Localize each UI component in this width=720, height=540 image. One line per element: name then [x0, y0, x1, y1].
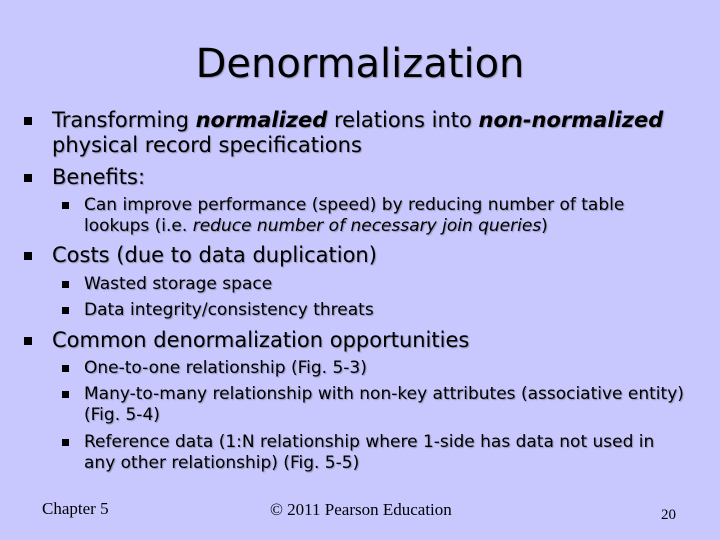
bullet-square-icon: [62, 391, 69, 398]
bullet-square-icon: [24, 117, 32, 125]
footer-chapter: Chapter 5: [42, 499, 109, 518]
bullet-transforming: [52, 108, 682, 158]
bullet-square-icon: [62, 202, 69, 209]
sub-bullet-text: Reference data (1:N relationship where 1-side has data not used in any other relationship) (Fig. 5-5): [84, 432, 655, 473]
emphasis-join-queries: reduce number of necessary join queries: [192, 216, 542, 236]
sub-bullet-performance: [84, 195, 684, 237]
emphasis-normalized: normalized: [195, 108, 328, 132]
sub-bullet-one-to-one: [84, 358, 684, 379]
page-number: 20: [661, 507, 676, 523]
sub-bullet-reference-data: [84, 432, 684, 474]
footer-copyright: © 2011 Pearson Education: [270, 500, 452, 519]
bullet-text: physical record specifications: [52, 133, 362, 157]
sub-bullet-text: One-to-one relationship (Fig. 5-3): [84, 358, 367, 378]
sub-bullet-text: Can improve performance (speed) by reducing number of table lookups (i.e.: [84, 195, 625, 236]
bullet-opportunities: [52, 328, 682, 353]
bullet-square-icon: [62, 365, 69, 372]
bullet-square-icon: [62, 439, 69, 446]
emphasis-non-normalized: non-normalized: [478, 108, 664, 132]
sub-bullet-many-to-many: [84, 384, 684, 426]
bullet-text: relations into: [327, 108, 479, 132]
bullet-text: Common denormalization opportunities: [52, 328, 470, 352]
sub-bullet-integrity: [84, 300, 684, 321]
bullet-costs: [52, 243, 682, 268]
bullet-square-icon: [62, 281, 69, 288]
bullet-text: Transforming: [52, 108, 196, 132]
bullet-square-icon: [24, 174, 32, 182]
sub-bullet-text: Data integrity/consistency threats: [84, 300, 374, 320]
bullet-square-icon: [62, 307, 69, 314]
sub-bullet-text: Many-to-many relationship with non-key attributes (associative entity) (Fig. 5-4): [84, 384, 684, 425]
bullet-square-icon: [24, 252, 32, 260]
bullet-square-icon: [24, 337, 32, 345]
bullet-text: Benefits:: [52, 165, 146, 189]
sub-bullet-text: Wasted storage space: [84, 274, 273, 294]
sub-bullet-text: ): [541, 216, 548, 236]
sub-bullet-storage: [84, 274, 684, 295]
bullet-text: Costs (due to data duplication): [52, 243, 377, 267]
slide-title: Denormalization: [195, 41, 525, 87]
bullet-benefits: [52, 165, 682, 190]
